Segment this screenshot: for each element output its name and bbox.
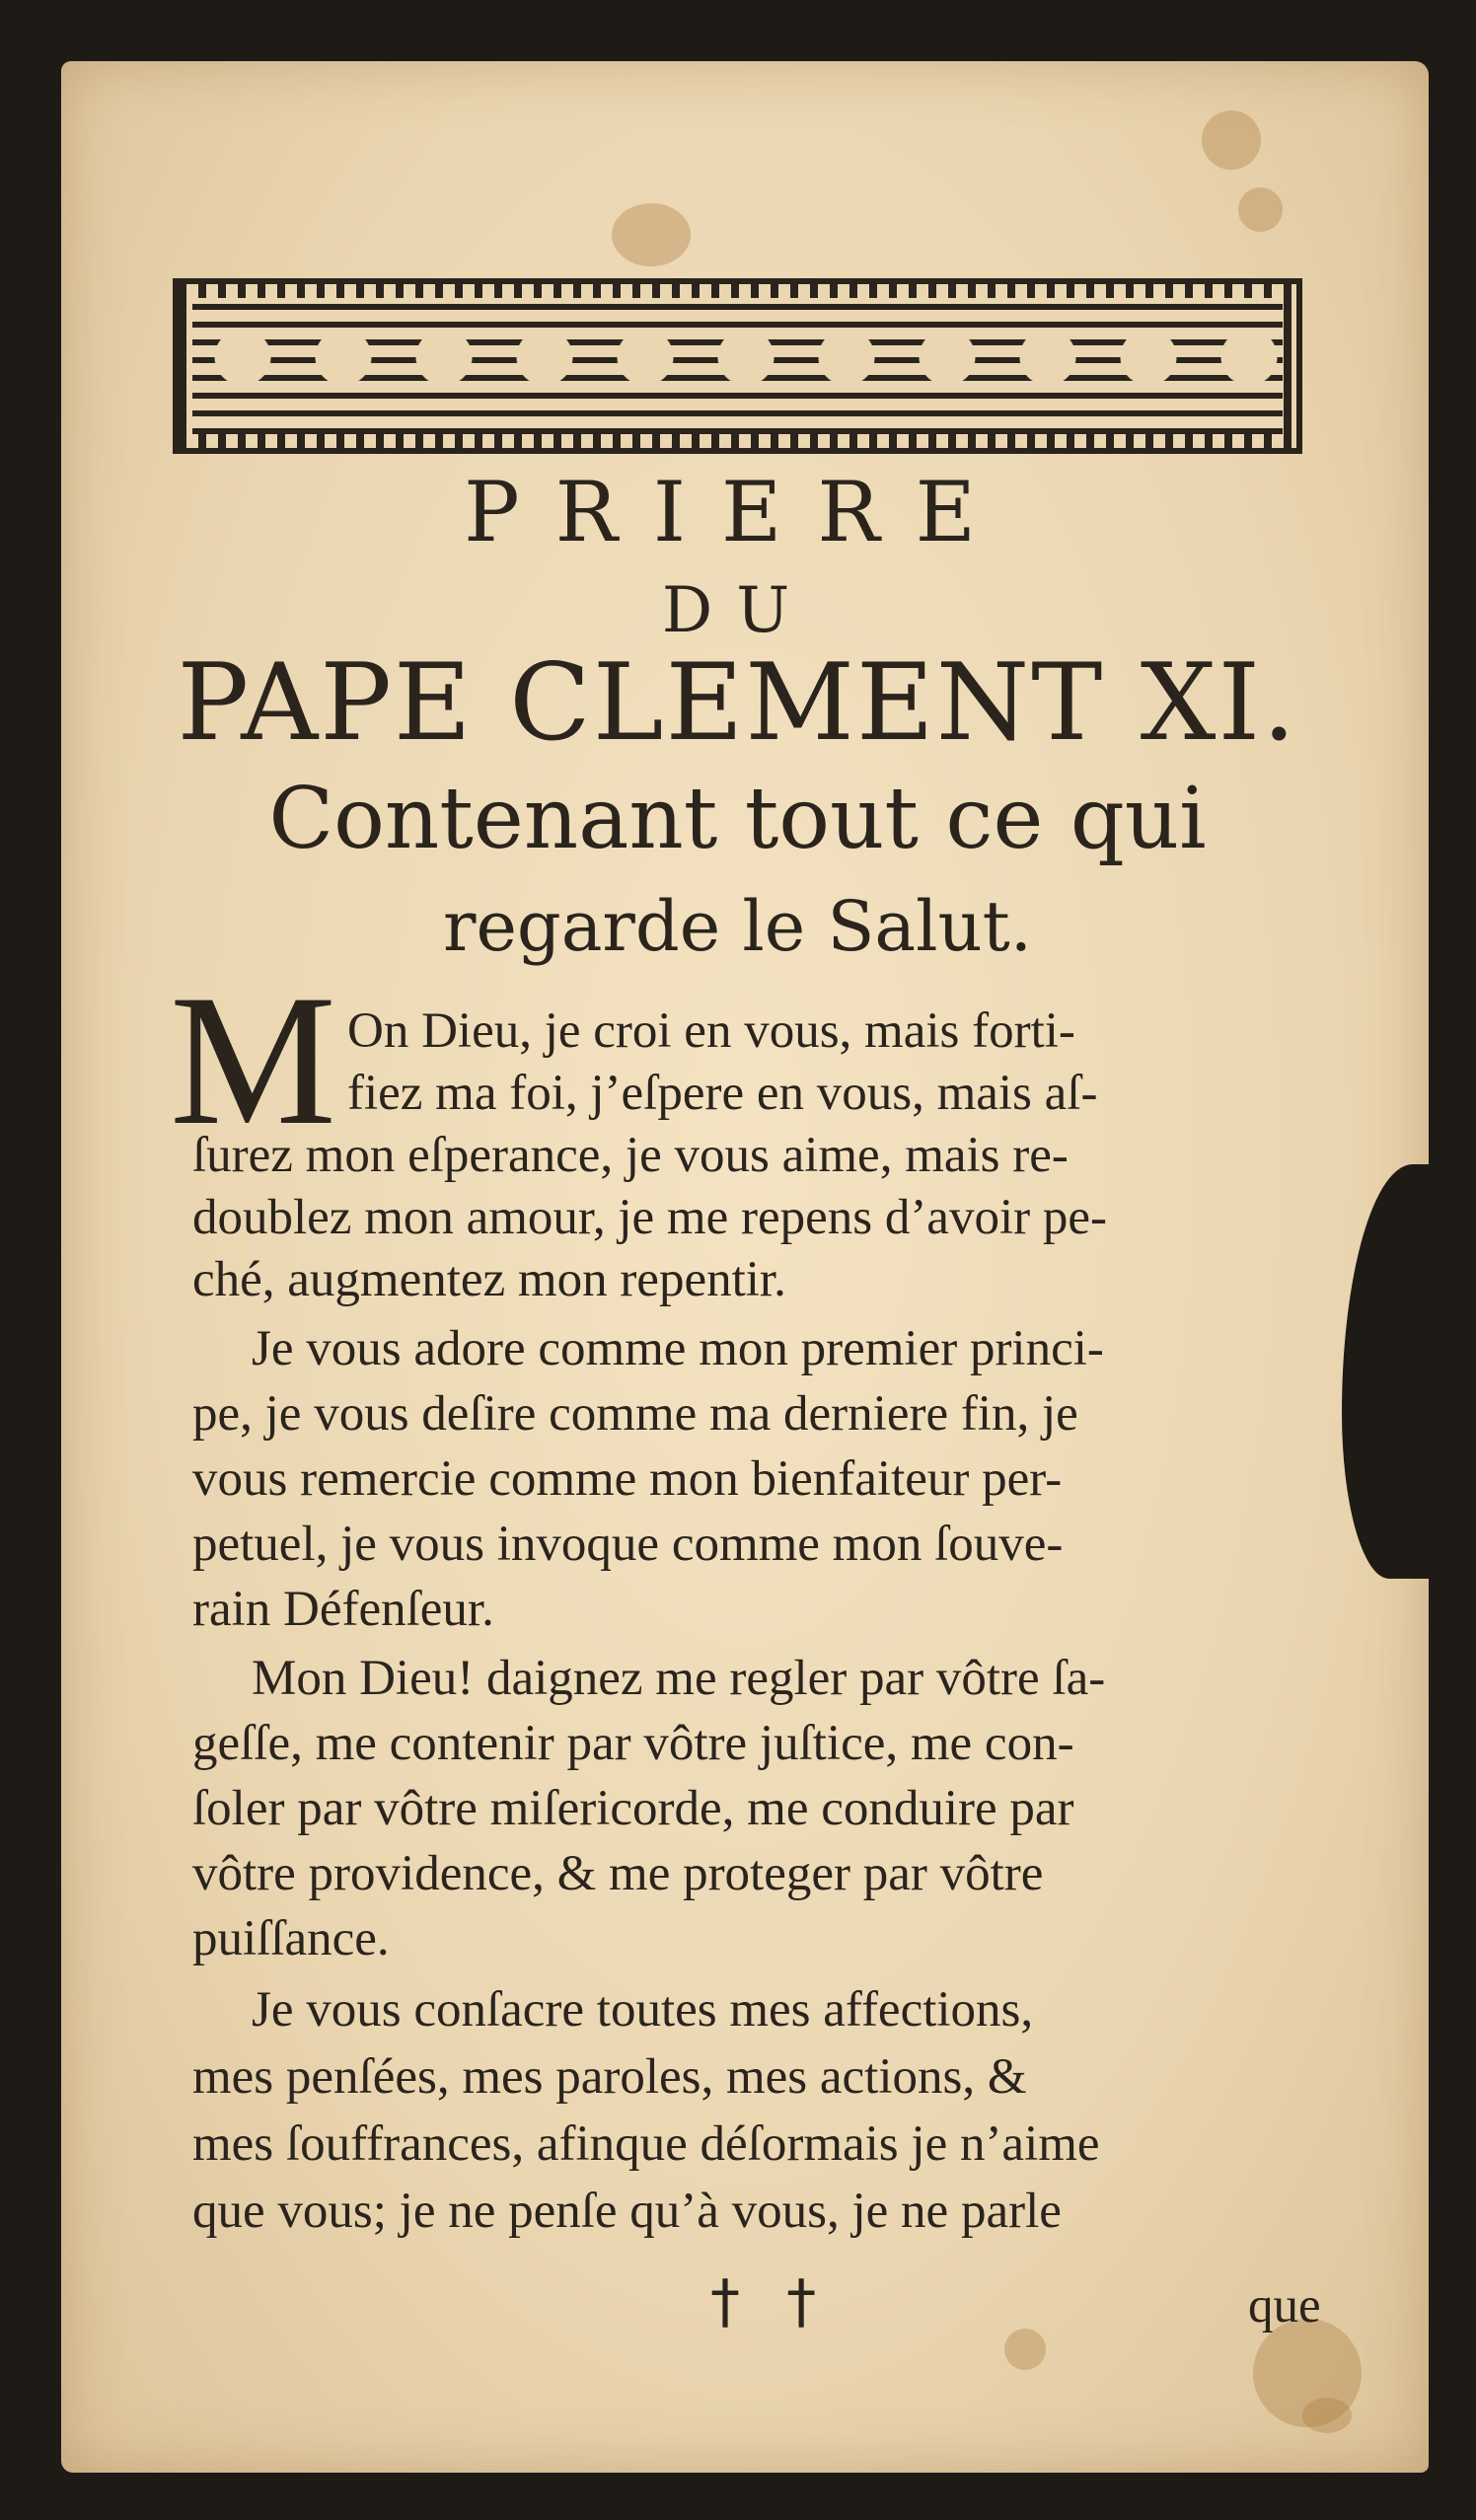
catchword: que — [1248, 2278, 1321, 2334]
body-line: ché, augmentez mon repentir. — [192, 1252, 786, 1307]
body-line: geſſe, me contenir par vôtre juſtice, me con- — [192, 1716, 1074, 1771]
subtitle-contenant: Contenant tout ce qui — [268, 770, 1207, 868]
stain — [1202, 111, 1261, 170]
body-line: Je vous conſacre toutes mes affections, — [252, 1982, 1034, 2038]
body-line: On Dieu, je croi en vous, mais forti- — [347, 1003, 1075, 1059]
body-line: mes penſées, mes paroles, mes actions, & — [192, 2049, 1027, 2105]
body-line: puiſſance. — [192, 1911, 390, 1966]
body-line: que vous; je ne penſe qu’à vous, je ne parle — [192, 2184, 1062, 2239]
body-line: mes ſouffrances, afinque déſormais je n’aime — [192, 2116, 1100, 2172]
drop-cap: M — [170, 957, 336, 1164]
body-line: Je vous adore comme mon premier princi- — [252, 1321, 1104, 1376]
title-du: DU — [661, 574, 814, 647]
title-priere: PRIERE — [464, 464, 1011, 560]
stain — [1004, 2329, 1046, 2370]
stain — [612, 203, 691, 266]
stain — [1302, 2398, 1352, 2433]
body-line: ſurez mon eſperance, je vous aime, mais re- — [192, 1128, 1069, 1183]
body-line: Mon Dieu! daignez me regler par vôtre ſa- — [252, 1651, 1106, 1706]
body-line: rain Défenſeur. — [192, 1582, 494, 1637]
subtitle-salut: regarde le Salut. — [443, 886, 1032, 967]
body-line: pe, je vous deſire comme ma derniere fin, je — [192, 1386, 1078, 1442]
body-line: doublez mon amour, je me repens d’avoir pe- — [192, 1190, 1107, 1245]
title-pape-clement: PAPE CLEMENT XI. — [177, 641, 1298, 765]
cross-ornament: † † — [710, 2267, 831, 2336]
decorative-headpiece — [173, 278, 1302, 454]
body-line: fiez ma foi, j’eſpere en vous, mais aſ- — [347, 1066, 1098, 1121]
body-line: petuel, je vous invoque comme mon ſouve- — [192, 1517, 1064, 1572]
body-line: vôtre providence, & me proteger par vôtre — [192, 1846, 1044, 1901]
body-line: vous remercie comme mon bienfaiteur per- — [192, 1451, 1063, 1507]
body-line: ſoler par vôtre miſericorde, me conduire par — [192, 1781, 1074, 1836]
stain — [1238, 187, 1283, 232]
